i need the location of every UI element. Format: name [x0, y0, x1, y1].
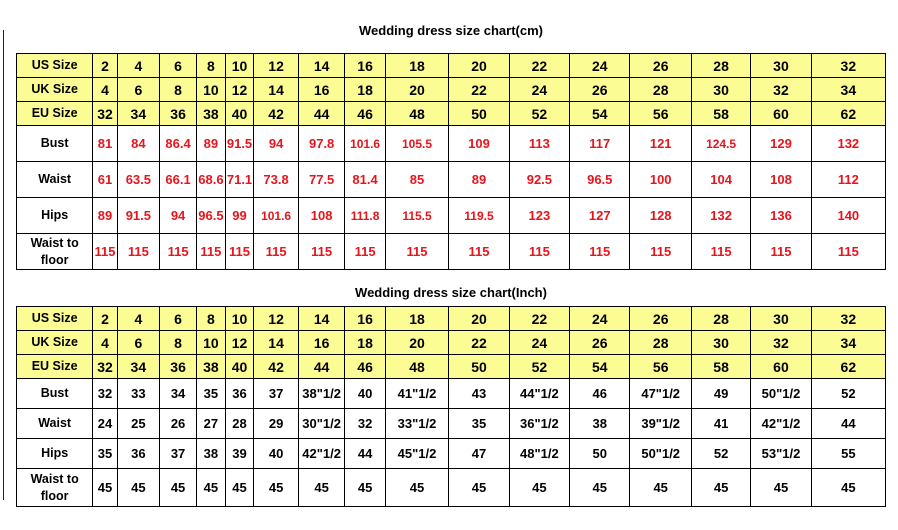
- measurement-cell: 37: [254, 379, 299, 409]
- measurement-cell: 38: [570, 409, 630, 439]
- measurement-cell: 89: [197, 126, 226, 162]
- measurement-cell: 45: [160, 469, 197, 507]
- size-cell: 30: [751, 307, 811, 331]
- measurement-cell: 115: [630, 234, 691, 270]
- measurement-cell: 105.5: [385, 126, 449, 162]
- size-cell: 38: [197, 102, 226, 126]
- measurement-cell: 89: [449, 162, 509, 198]
- measurement-cell: 45: [225, 469, 254, 507]
- size-cell: 18: [345, 331, 385, 355]
- measurement-cell: 100: [630, 162, 691, 198]
- measurement-cell: 45: [751, 469, 811, 507]
- size-cell: 12: [225, 78, 254, 102]
- measurement-cell: 33"1/2: [385, 409, 449, 439]
- measurement-cell: 96.5: [197, 198, 226, 234]
- size-cell: 46: [345, 102, 385, 126]
- measurement-cell: 46: [570, 379, 630, 409]
- size-cell: 32: [751, 78, 811, 102]
- measurement-cell: 68.6: [197, 162, 226, 198]
- measurement-cell: 40: [254, 439, 299, 469]
- measurement-cell: 45: [570, 469, 630, 507]
- size-cell: 22: [509, 307, 569, 331]
- measurement-cell: 115: [751, 234, 811, 270]
- measurement-cell: 113: [509, 126, 569, 162]
- measurement-cell: 45: [93, 469, 117, 507]
- measurement-cell: 115: [509, 234, 569, 270]
- inch-size-table: [16, 306, 886, 507]
- size-cell: 34: [811, 78, 885, 102]
- size-cell: 62: [811, 102, 885, 126]
- measurement-cell: 86.4: [160, 126, 197, 162]
- measurement-cell: 45: [691, 469, 750, 507]
- row-label: US Size: [17, 307, 93, 331]
- size-cell: 16: [298, 331, 345, 355]
- size-cell: 8: [160, 78, 197, 102]
- measurement-cell: 47"1/2: [630, 379, 691, 409]
- cm-size-table: [16, 53, 886, 270]
- measurement-cell: 36: [117, 439, 159, 469]
- measurement-row: [17, 409, 886, 439]
- measurement-cell: 44: [345, 439, 385, 469]
- measurement-cell: 27: [197, 409, 226, 439]
- measurement-cell: 48"1/2: [509, 439, 569, 469]
- size-cell: 36: [160, 355, 197, 379]
- measurement-cell: 108: [298, 198, 345, 234]
- size-cell: 56: [630, 102, 691, 126]
- measurement-cell: 115: [197, 234, 226, 270]
- size-cell: 58: [691, 355, 750, 379]
- size-row: [17, 355, 886, 379]
- size-cell: 2: [93, 307, 117, 331]
- measurement-cell: 85: [385, 162, 449, 198]
- size-cell: 40: [225, 102, 254, 126]
- measurement-cell: 38"1/2: [298, 379, 345, 409]
- size-cell: 4: [117, 307, 159, 331]
- measurement-cell: 115: [691, 234, 750, 270]
- measurement-cell: 94: [254, 126, 299, 162]
- size-row: [17, 331, 886, 355]
- measurement-cell: 45: [197, 469, 226, 507]
- size-cell: 26: [630, 54, 691, 78]
- measurement-cell: 45: [345, 469, 385, 507]
- measurement-cell: 45: [449, 469, 509, 507]
- measurement-cell: 61: [93, 162, 117, 198]
- size-cell: 8: [197, 307, 226, 331]
- size-cell: 8: [197, 54, 226, 78]
- measurement-cell: 123: [509, 198, 569, 234]
- row-label: Waist to floor: [17, 469, 93, 507]
- measurement-cell: 45"1/2: [385, 439, 449, 469]
- measurement-cell: 84: [117, 126, 159, 162]
- measurement-cell: 121: [630, 126, 691, 162]
- size-row: [17, 102, 886, 126]
- measurement-row: [17, 469, 886, 507]
- size-cell: 10: [197, 78, 226, 102]
- size-row: [17, 54, 886, 78]
- measurement-cell: 140: [811, 198, 885, 234]
- size-cell: 32: [93, 102, 117, 126]
- measurement-cell: 115: [117, 234, 159, 270]
- size-cell: 32: [811, 54, 885, 78]
- size-cell: 20: [449, 307, 509, 331]
- size-cell: 48: [385, 102, 449, 126]
- size-cell: 30: [751, 54, 811, 78]
- measurement-row: [17, 379, 886, 409]
- measurement-cell: 115: [449, 234, 509, 270]
- size-cell: 18: [385, 307, 449, 331]
- row-label: EU Size: [17, 355, 93, 379]
- measurement-cell: 81: [93, 126, 117, 162]
- measurement-cell: 50"1/2: [630, 439, 691, 469]
- measurement-cell: 96.5: [570, 162, 630, 198]
- measurement-cell: 32: [93, 379, 117, 409]
- measurement-cell: 36"1/2: [509, 409, 569, 439]
- measurement-cell: 115.5: [385, 198, 449, 234]
- size-cell: 18: [385, 54, 449, 78]
- size-cell: 24: [570, 307, 630, 331]
- measurement-cell: 111.8: [345, 198, 385, 234]
- row-label: UK Size: [17, 78, 93, 102]
- size-cell: 26: [570, 78, 630, 102]
- measurement-cell: 45: [385, 469, 449, 507]
- size-cell: 34: [117, 102, 159, 126]
- size-cell: 34: [117, 355, 159, 379]
- measurement-cell: 41"1/2: [385, 379, 449, 409]
- measurement-cell: 115: [160, 234, 197, 270]
- measurement-cell: 42"1/2: [298, 439, 345, 469]
- size-cell: 20: [449, 54, 509, 78]
- measurement-cell: 37: [160, 439, 197, 469]
- measurement-cell: 108: [751, 162, 811, 198]
- measurement-cell: 52: [811, 379, 885, 409]
- measurement-cell: 136: [751, 198, 811, 234]
- measurement-cell: 52: [691, 439, 750, 469]
- row-label: EU Size: [17, 102, 93, 126]
- row-label: UK Size: [17, 331, 93, 355]
- measurement-cell: 115: [385, 234, 449, 270]
- size-cell: 46: [345, 355, 385, 379]
- size-cell: 34: [811, 331, 885, 355]
- row-label: Waist: [17, 409, 93, 439]
- size-cell: 12: [254, 307, 299, 331]
- measurement-cell: 45: [509, 469, 569, 507]
- measurement-cell: 40: [345, 379, 385, 409]
- measurement-cell: 45: [630, 469, 691, 507]
- size-cell: 24: [509, 331, 569, 355]
- measurement-cell: 112: [811, 162, 885, 198]
- size-cell: 14: [298, 54, 345, 78]
- measurement-cell: 101.6: [345, 126, 385, 162]
- size-cell: 4: [117, 54, 159, 78]
- measurement-cell: 42"1/2: [751, 409, 811, 439]
- size-cell: 60: [751, 102, 811, 126]
- size-cell: 42: [254, 355, 299, 379]
- measurement-cell: 97.8: [298, 126, 345, 162]
- measurement-cell: 71.1: [225, 162, 254, 198]
- measurement-cell: 35: [197, 379, 226, 409]
- measurement-cell: 94: [160, 198, 197, 234]
- size-cell: 26: [630, 307, 691, 331]
- size-cell: 54: [570, 102, 630, 126]
- size-cell: 32: [751, 331, 811, 355]
- measurement-cell: 89: [93, 198, 117, 234]
- size-cell: 28: [691, 307, 750, 331]
- size-cell: 10: [225, 307, 254, 331]
- measurement-cell: 73.8: [254, 162, 299, 198]
- measurement-cell: 24: [93, 409, 117, 439]
- size-cell: 30: [691, 78, 750, 102]
- size-cell: 62: [811, 355, 885, 379]
- size-cell: 8: [160, 331, 197, 355]
- measurement-row: [17, 439, 886, 469]
- measurement-cell: 47: [449, 439, 509, 469]
- measurement-cell: 36: [225, 379, 254, 409]
- measurement-cell: 115: [345, 234, 385, 270]
- size-cell: 30: [691, 331, 750, 355]
- measurement-cell: 119.5: [449, 198, 509, 234]
- measurement-cell: 35: [449, 409, 509, 439]
- measurement-cell: 99: [225, 198, 254, 234]
- size-cell: 6: [117, 78, 159, 102]
- measurement-cell: 53"1/2: [751, 439, 811, 469]
- size-cell: 32: [811, 307, 885, 331]
- measurement-cell: 115: [811, 234, 885, 270]
- measurement-cell: 91.5: [117, 198, 159, 234]
- measurement-cell: 132: [811, 126, 885, 162]
- size-cell: 58: [691, 102, 750, 126]
- row-label: Waist: [17, 162, 93, 198]
- size-cell: 12: [225, 331, 254, 355]
- size-cell: 36: [160, 102, 197, 126]
- size-cell: 20: [385, 78, 449, 102]
- measurement-cell: 39: [225, 439, 254, 469]
- measurement-cell: 44: [811, 409, 885, 439]
- measurement-cell: 55: [811, 439, 885, 469]
- row-label: Bust: [17, 126, 93, 162]
- measurement-cell: 49: [691, 379, 750, 409]
- size-cell: 60: [751, 355, 811, 379]
- measurement-cell: 115: [225, 234, 254, 270]
- size-cell: 28: [630, 78, 691, 102]
- size-cell: 4: [93, 78, 117, 102]
- size-cell: 6: [160, 307, 197, 331]
- measurement-cell: 45: [254, 469, 299, 507]
- size-cell: 44: [298, 355, 345, 379]
- measurement-cell: 44"1/2: [509, 379, 569, 409]
- measurement-cell: 109: [449, 126, 509, 162]
- size-cell: 24: [570, 54, 630, 78]
- size-cell: 38: [197, 355, 226, 379]
- size-cell: 50: [449, 102, 509, 126]
- size-cell: 40: [225, 355, 254, 379]
- size-cell: 4: [93, 331, 117, 355]
- measurement-cell: 35: [93, 439, 117, 469]
- size-cell: 16: [345, 54, 385, 78]
- measurement-cell: 28: [225, 409, 254, 439]
- size-row: [17, 78, 886, 102]
- measurement-cell: 77.5: [298, 162, 345, 198]
- measurement-cell: 25: [117, 409, 159, 439]
- measurement-cell: 92.5: [509, 162, 569, 198]
- size-row: [17, 307, 886, 331]
- measurement-cell: 124.5: [691, 126, 750, 162]
- measurement-cell: 45: [117, 469, 159, 507]
- measurement-row: [17, 234, 886, 270]
- size-cell: 14: [298, 307, 345, 331]
- size-cell: 18: [345, 78, 385, 102]
- size-cell: 16: [298, 78, 345, 102]
- size-cell: 22: [449, 331, 509, 355]
- size-cell: 28: [691, 54, 750, 78]
- size-cell: 10: [225, 54, 254, 78]
- measurement-cell: 45: [298, 469, 345, 507]
- measurement-cell: 115: [570, 234, 630, 270]
- size-cell: 6: [160, 54, 197, 78]
- row-label: US Size: [17, 54, 93, 78]
- measurement-cell: 43: [449, 379, 509, 409]
- size-cell: 28: [630, 331, 691, 355]
- measurement-cell: 91.5: [225, 126, 254, 162]
- size-cell: 10: [197, 331, 226, 355]
- row-label: Bust: [17, 379, 93, 409]
- measurement-cell: 38: [197, 439, 226, 469]
- measurement-cell: 26: [160, 409, 197, 439]
- measurement-cell: 117: [570, 126, 630, 162]
- size-cell: 14: [254, 78, 299, 102]
- inch-chart-title: Wedding dress size chart(Inch): [355, 285, 547, 300]
- measurement-cell: 50"1/2: [751, 379, 811, 409]
- size-cell: 48: [385, 355, 449, 379]
- size-cell: 14: [254, 331, 299, 355]
- measurement-cell: 63.5: [117, 162, 159, 198]
- row-label: Hips: [17, 439, 93, 469]
- measurement-row: [17, 126, 886, 162]
- measurement-cell: 81.4: [345, 162, 385, 198]
- measurement-cell: 101.6: [254, 198, 299, 234]
- cm-chart-title: Wedding dress size chart(cm): [359, 23, 543, 38]
- size-cell: 52: [509, 355, 569, 379]
- size-cell: 22: [509, 54, 569, 78]
- size-cell: 26: [570, 331, 630, 355]
- measurement-cell: 39"1/2: [630, 409, 691, 439]
- measurement-row: [17, 162, 886, 198]
- size-cell: 56: [630, 355, 691, 379]
- measurement-cell: 34: [160, 379, 197, 409]
- measurement-cell: 115: [254, 234, 299, 270]
- measurement-cell: 66.1: [160, 162, 197, 198]
- measurement-cell: 132: [691, 198, 750, 234]
- measurement-cell: 33: [117, 379, 159, 409]
- left-rule: [3, 30, 4, 500]
- size-cell: 44: [298, 102, 345, 126]
- measurement-cell: 128: [630, 198, 691, 234]
- measurement-cell: 115: [298, 234, 345, 270]
- measurement-cell: 41: [691, 409, 750, 439]
- size-cell: 50: [449, 355, 509, 379]
- measurement-cell: 50: [570, 439, 630, 469]
- measurement-cell: 127: [570, 198, 630, 234]
- measurement-cell: 129: [751, 126, 811, 162]
- measurement-cell: 30"1/2: [298, 409, 345, 439]
- size-cell: 16: [345, 307, 385, 331]
- measurement-cell: 45: [811, 469, 885, 507]
- measurement-cell: 29: [254, 409, 299, 439]
- measurement-row: [17, 198, 886, 234]
- size-cell: 42: [254, 102, 299, 126]
- measurement-cell: 115: [93, 234, 117, 270]
- size-cell: 20: [385, 331, 449, 355]
- measurement-cell: 104: [691, 162, 750, 198]
- size-cell: 24: [509, 78, 569, 102]
- row-label: Hips: [17, 198, 93, 234]
- size-cell: 54: [570, 355, 630, 379]
- size-cell: 22: [449, 78, 509, 102]
- size-cell: 52: [509, 102, 569, 126]
- measurement-cell: 32: [345, 409, 385, 439]
- size-cell: 32: [93, 355, 117, 379]
- size-cell: 6: [117, 331, 159, 355]
- row-label: Waist to floor: [17, 234, 93, 270]
- size-cell: 2: [93, 54, 117, 78]
- size-cell: 12: [254, 54, 299, 78]
